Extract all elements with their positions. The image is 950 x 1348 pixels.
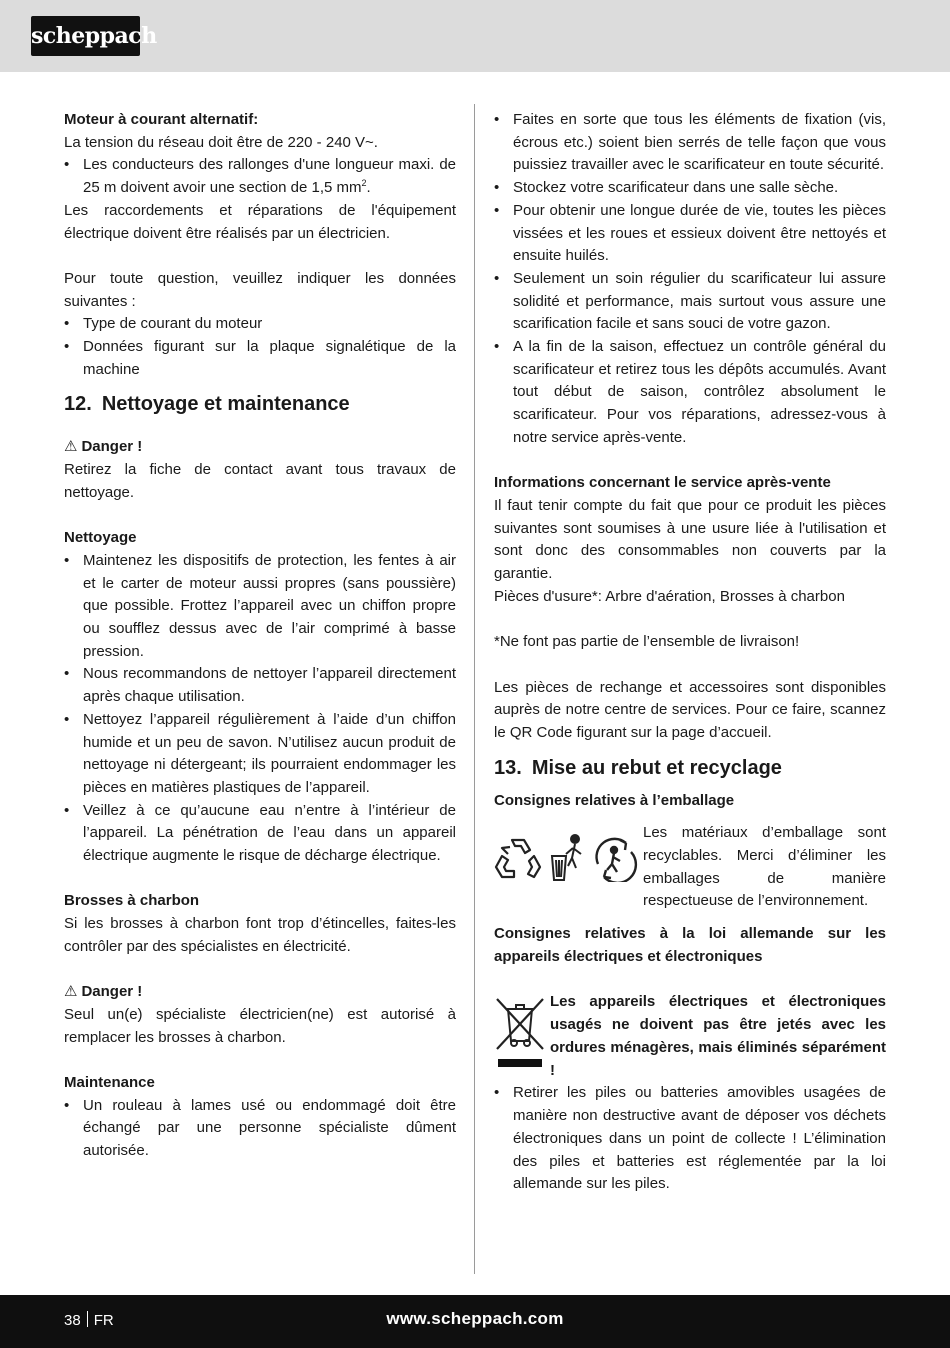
spare-parts-text: Les pièces de rechange et accessoires sont disponibles auprès de notre centre de services. Pour ce faire, scannez le QR Code figurant sur la page d’accueil. [494,678,886,741]
weee-text: Les appareils électriques et électroniques usagés ne doivent pas être jetés avec les ordures ménagères, mais éliminés séparément ! [550,993,886,1079]
maintenance-title: Maintenance [64,1074,155,1092]
crossed-bin-icon [494,991,546,1071]
service-title: Informations concernant le service après-vente [494,474,831,492]
battery-list [494,1082,886,1196]
danger-description: Seul un(e) spécialiste électricien(ne) est autorisé à remplacer les brosses à charbon. [64,1005,456,1046]
cleaning-list [64,550,456,868]
section-number: 13. [494,756,522,779]
list-item: • Seulement un soin régulier du scarificateur lui assure solidité et performance, mais surtout vous assure une scarification facile et sans souci de votre gazon. [494,268,886,336]
list-item: • Maintenez les dispositifs de protection, les fentes à air et le carter de moteur aussi propres (sans poussière) que possible. Frottez l’appareil avec un chiffon propre ou soufflez dessus avec de l’air comprimé à basse pression. [64,550,456,664]
list-item: • Pour obtenir une longue durée de vie, toutes les pièces vissées et les roues et essieux doivent être nettoyés et ensuite huilés. [494,200,886,268]
not-included-note: *Ne font pas partie de l’ensemble de livraison! [494,633,800,651]
cleaning-title: Nettoyage [64,529,137,547]
website-url[interactable]: www.scheppach.com [386,1309,564,1328]
motor-cable-text: Les conducteurs des rallonges d'une longueur maxi. de 25 m doivent avoir une section de 1,5 mm [83,156,456,197]
list-item: • Nous recommandons de nettoyer l’appareil directement après chaque utilisation. [64,663,456,708]
motor-cable-sup: 2 [361,178,367,189]
trash-bin-person-icon [546,832,586,884]
right-column [494,109,886,1196]
recycling-icons [494,828,640,888]
packaging-title: Consignes relatives à l’emballage [494,791,735,809]
motor-electrician: Les raccordements et réparations de l'équipement électrique doivent être réalisés par un électricien. [64,201,456,242]
warning-triangle-icon: ⚠ [64,983,78,1001]
brushes-text: Si les brosses à charbon font trop d’étincelles, faites-les contrôler par des spécialistes en électricité. [64,915,456,955]
tidyman-recycle-icon [590,834,638,882]
motor-voltage: La tension du réseau doit être de 220 - 240 V~. [64,133,378,151]
wear-parts: Pièces d'usure*: Arbre d'aération, Brosses à charbon [494,587,845,605]
list-item: • Retirer les piles ou batteries amovibles usagées de manière non destructive avant de déposer vos déchets électroniques dans un point de collecte ! L’élimination des piles et batteries est réglementée par la loi allemande sur les piles. [494,1082,886,1196]
list-item: • Stockez votre scarificateur dans une salle sèche. [494,177,886,200]
danger-text: Danger ! [81,438,143,456]
list-item: • Un rouleau à lames usé ou endommagé doit être échangé par une personne spécialiste dûment autorisée. [64,1095,456,1163]
question-list [64,313,456,381]
section-12-heading [64,381,456,426]
care-list [494,109,886,450]
brushes-title: Brosses à charbon [64,892,200,910]
list-item: • Veillez à ce qu’aucune eau n’entre à l’intérieur de l’appareil. La pénétration de l’eau dans un appareil électrique augmente le risque de décharge électrique. [64,800,456,868]
weee-block [494,991,886,1082]
section-13-heading [494,745,886,790]
warning-triangle-icon: ⚠ [64,438,78,456]
list-item: • Nettoyez l’appareil régulièrement à l’aide d’un chiffon humide et un peu de savon. N’utilisez aucun produit de nettoyage ni détergeant; ils pourraient endommager les pièces en matières plastiques de l’appareil. [64,709,456,800]
motor-title: Moteur à courant alternatif: [64,111,259,128]
list-item: • Données figurant sur la plaque signalétique de la machine [64,336,456,381]
footer-bar [0,1295,950,1348]
page-number: 38 [64,1312,81,1329]
section-number: 12. [64,393,92,416]
motor-cable-list [64,154,456,199]
header-bar [0,0,950,72]
danger-description: Retirez la fiche de contact avant tous travaux de nettoyage. [64,461,456,501]
packaging-block [494,822,886,913]
section-title: Mise au rebut et recyclage [531,756,782,779]
list-item [64,154,456,199]
motor-cable-end: . [366,179,371,197]
maintenance-list [64,1095,456,1163]
list-item: • A la fin de la saison, effectuez un contrôle général du scarificateur et retirez tous les dépôts accumulés. Avant tout début de saison, contrôlez absolument le scarificateur. Pour vos réparations, adressez-vous à notre service après-vente. [494,336,886,450]
service-text: Il faut tenir compte du fait que pour ce produit les pièces suivantes sont soumises à une usure liée à l'utilisation et sont donc des consommables non couverts par la garantie. [494,496,886,583]
recycle-arrows-icon [494,834,542,882]
danger-label [64,981,456,1004]
section-title: Nettoyage et maintenance [101,393,350,416]
packaging-text: Les matériaux d’emballage sont recyclables. Merci d’éliminer les emballages de manière respectueuse de l’environnement. [643,824,886,910]
scheppach-logo: scheppach [31,16,140,56]
danger-text: Danger ! [81,983,143,1001]
list-item: • Faites en sorte que tous les éléments de fixation (vis, écrous etc.) soient bien serrés de telle façon que vous puissiez travailler avec le scarificateur en toute sécurité. [494,109,886,177]
left-column [64,109,456,1163]
language-code: FR [93,1312,114,1329]
weee-title: Consignes relatives à la loi allemande sur les appareils électriques et électroniques [494,925,886,966]
question-intro: Pour toute question, veuillez indiquer les données suivantes : [64,269,456,310]
list-item: • Type de courant du moteur [64,313,456,336]
column-divider [474,104,475,1274]
danger-label [64,436,456,459]
